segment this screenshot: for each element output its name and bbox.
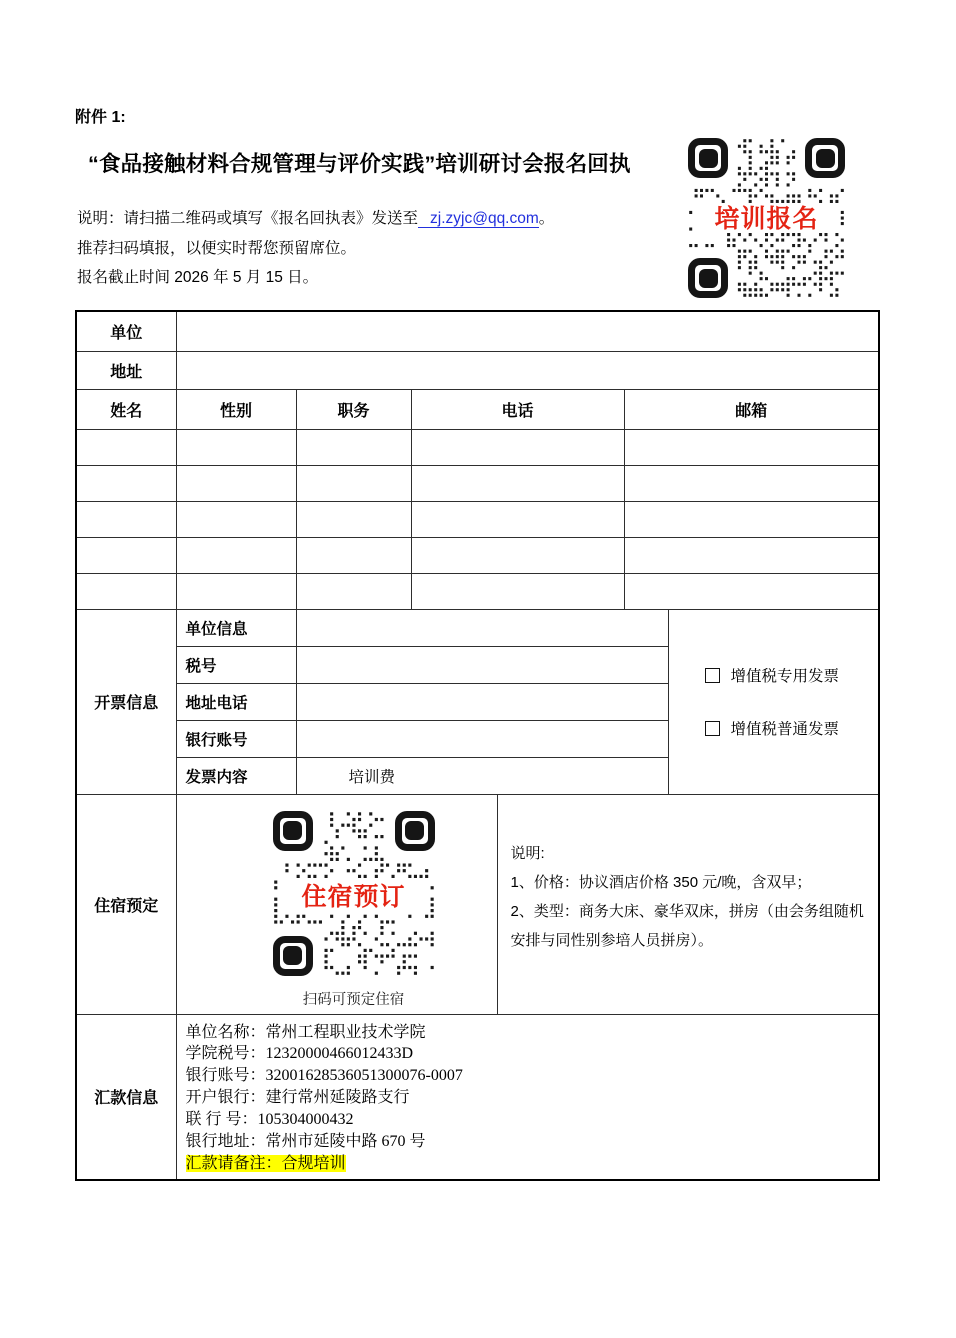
attendee-row [76,573,879,609]
attendee-header-row [76,389,879,429]
attendee-name-cell[interactable] [76,573,176,609]
attendee-name-cell[interactable] [76,465,176,501]
attendee-phone-cell[interactable] [411,501,624,537]
qr-finder-icon [273,936,313,976]
remittance-line: 开户银行：建行常州延陵路支行 [185,1089,410,1107]
registration-form-table [75,310,880,1181]
invoice-bankaccount-input-cell[interactable] [296,720,668,757]
accommodation-cell [176,794,879,1014]
accommodation-section-label: 住宿预定 [76,794,176,1014]
attendee-gender-cell[interactable] [176,501,296,537]
instruction-line-2: 推荐扫码填报，以便实时帮您预留席位。 [77,239,357,257]
invoice-type-option-general[interactable]: 增值税普通发票 [705,717,879,739]
attendee-gender-cell[interactable] [176,465,296,501]
checkbox-icon[interactable] [705,721,720,736]
qr-label: 住宿预订 [301,882,406,911]
attendee-row [76,465,879,501]
attendee-gender-cell[interactable] [176,537,296,573]
invoice-addressphone-label: 地址电话 [176,683,296,720]
attendee-email-cell[interactable] [624,429,879,465]
note-line: 2、类型：商务大床、豪华双床，拼房（由会务组随机安排与同性别参培人员拼房）。 [510,903,864,949]
email-link[interactable]: zj.zyjc@qq.com [418,210,539,228]
attendee-name-cell[interactable] [76,537,176,573]
remittance-line: 联 行 号：105304000432 [185,1111,354,1129]
attendee-gender-cell[interactable] [176,429,296,465]
instruction-line-1: 说明：请扫描二维码或填写《报名回执表》发送至 zj.zyjc@qq.com。 [77,210,555,227]
attendee-position-cell[interactable] [296,465,411,501]
unit-input-cell[interactable] [176,311,879,351]
page-title: “食品接触材料合规管理与评价实践”培训研讨会报名回执 [88,152,631,176]
header-email: 邮箱 [624,389,879,429]
header-gender: 性别 [176,389,296,429]
qr-finder-icon [273,811,313,851]
invoice-addressphone-input-cell[interactable] [296,683,668,720]
attendee-row [76,429,879,465]
registration-qr-code [688,138,845,298]
invoice-content-value: 培训费 [296,757,668,794]
remittance-section-label: 汇款信息 [76,1014,176,1180]
remittance-line: 银行地址：常州市延陵中路 670 号 [185,1133,426,1151]
attendee-email-cell[interactable] [624,501,879,537]
remittance-highlight-note: 汇款请备注：合规培训 [185,1154,346,1172]
unit-label-cell: 单位 [76,311,176,351]
address-label-cell: 地址 [76,351,176,389]
invoice-taxid-input-cell[interactable] [296,646,668,683]
remittance-line: 单位名称：常州工程职业技术学院 [185,1023,426,1041]
instructions-block [77,204,677,293]
qr-label: 培训报名 [714,205,819,233]
invoice-company-input-cell[interactable] [296,609,668,646]
attendee-email-cell[interactable] [624,465,879,501]
accommodation-qr-code [273,811,435,976]
address-input-cell[interactable] [176,351,879,389]
attendee-position-cell[interactable] [296,537,411,573]
checkbox-icon[interactable] [705,668,720,683]
attendee-email-cell[interactable] [624,537,879,573]
attendee-phone-cell[interactable] [411,429,624,465]
attendee-row [76,537,879,573]
attendee-phone-cell[interactable] [411,537,624,573]
invoice-type-cell [668,609,879,794]
qr-finder-icon [395,811,435,851]
attendee-email-cell[interactable] [624,573,879,609]
invoice-taxid-label: 税号 [176,646,296,683]
qr-finder-icon [805,138,845,178]
attendee-position-cell[interactable] [296,501,411,537]
instruction-line-3: 报名截止时间 2026 年 5 月 15 日。 [77,269,319,286]
remittance-line: 学院税号：12320000466012433D [185,1045,414,1063]
notes-title: 说明: [510,845,545,862]
invoice-company-label: 单位信息 [176,609,296,646]
qr-caption: 扫码可预定住宿 [302,991,405,1008]
attendee-name-cell[interactable] [76,429,176,465]
accommodation-notes [498,795,879,1014]
attendee-gender-cell[interactable] [176,573,296,609]
qr-finder-icon [688,138,728,178]
attendee-phone-cell[interactable] [411,573,624,609]
attendee-position-cell[interactable] [296,573,411,609]
attendee-name-cell[interactable] [76,501,176,537]
attendee-row [76,501,879,537]
header-position: 职务 [296,389,411,429]
attachment-label: 附件 1: [75,109,126,126]
header-phone: 电话 [411,389,624,429]
invoice-section-label: 开票信息 [76,609,176,794]
attendee-phone-cell[interactable] [411,465,624,501]
invoice-bankaccount-label: 银行账号 [176,720,296,757]
note-line: 1、价格：协议酒店价格 350 元/晚，含双早； [510,874,812,891]
invoice-type-option-special[interactable]: 增值税专用发票 [705,664,879,686]
qr-finder-icon [688,258,728,298]
invoice-content-label: 发票内容 [176,757,296,794]
accommodation-qr-area [177,795,498,1014]
header-name: 姓名 [76,389,176,429]
attendee-position-cell[interactable] [296,429,411,465]
remittance-cell [176,1014,879,1180]
remittance-line: 银行账号：32001628536051300076-0007 [185,1067,463,1085]
